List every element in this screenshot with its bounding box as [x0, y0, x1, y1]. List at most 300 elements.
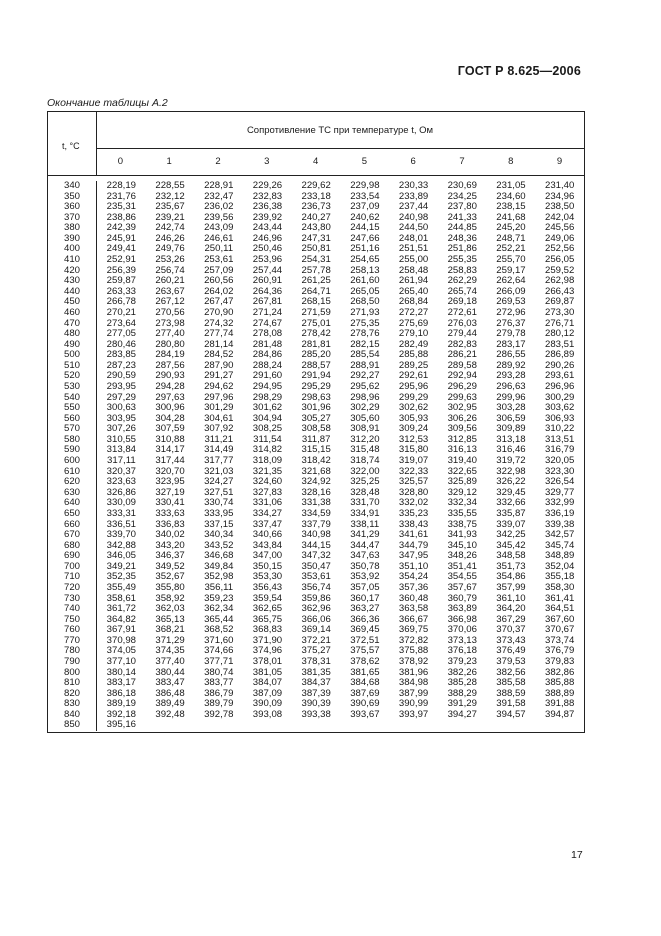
temperature-cell: 490 — [63, 338, 80, 350]
resistance-cell: 305,27 — [301, 412, 331, 424]
resistance-cell: 288,57 — [301, 359, 331, 371]
table-row — [97, 710, 584, 721]
resistance-cell: 338,43 — [398, 518, 429, 530]
column-header: 3 — [264, 156, 270, 167]
resistance-cell: 321,35 — [252, 465, 283, 477]
resistance-cell: 391,88 — [545, 698, 575, 710]
resistance-cell: 308,25 — [252, 423, 283, 435]
resistance-cell: 301,62 — [252, 402, 283, 414]
resistance-cell: 336,19 — [545, 507, 575, 519]
resistance-cell: 261,94 — [398, 275, 429, 287]
resistance-cell: 298,29 — [252, 391, 283, 403]
column-header: 9 — [556, 156, 563, 167]
resistance-cell: 383,47 — [155, 677, 185, 689]
resistance-cell: 252,56 — [545, 243, 575, 255]
resistance-cell: 270,56 — [155, 306, 185, 318]
resistance-cell: 366,36 — [350, 613, 380, 625]
resistance-cell: 228,19 — [106, 180, 137, 191]
resistance-cell: 338,75 — [447, 518, 477, 530]
resistance-cell: 394,87 — [545, 708, 575, 720]
resistance-cell: 345,42 — [496, 539, 526, 551]
resistance-cell: 394,57 — [496, 708, 526, 720]
resistance-cell: 350,78 — [350, 560, 380, 572]
table-row — [97, 583, 584, 594]
resistance-cell: 317,44 — [155, 455, 185, 467]
resistance-cell: 360,17 — [350, 592, 380, 604]
resistance-cell: 351,73 — [496, 560, 526, 572]
resistance-cell: 230,69 — [447, 180, 477, 191]
resistance-cell: 304,94 — [252, 412, 283, 424]
resistance-cell: 313,51 — [545, 433, 575, 445]
resistance-cell: 339,70 — [106, 529, 137, 541]
resistance-cell: 304,61 — [204, 412, 234, 424]
resistance-cell: 239,92 — [252, 211, 283, 223]
resistance-cell: 336,51 — [106, 518, 137, 530]
resistance-cell: 266,78 — [106, 296, 137, 308]
resistance-cell: 285,88 — [398, 349, 429, 361]
resistance-cell: 324,27 — [204, 476, 234, 488]
resistance-cell: 314,82 — [252, 444, 283, 456]
resistance-cell: 328,48 — [350, 486, 380, 498]
resistance-cell: 352,67 — [155, 571, 185, 583]
resistance-cell: 255,35 — [447, 254, 477, 266]
resistance-cell: 345,10 — [447, 539, 477, 551]
resistance-cell: 343,84 — [252, 539, 283, 551]
resistance-cell — [243, 720, 292, 731]
resistance-cell: 331,38 — [301, 497, 331, 509]
resistance-cell: 331,70 — [350, 497, 380, 509]
resistance-cell: 293,28 — [496, 370, 526, 382]
resistance-cell: 322,98 — [496, 465, 526, 477]
resistance-cell: 352,04 — [545, 560, 575, 572]
resistance-cell: 232,47 — [204, 190, 234, 202]
temperature-cell: 410 — [63, 254, 80, 266]
resistance-cell: 280,12 — [545, 328, 575, 340]
resistance-cell: 264,02 — [204, 285, 234, 297]
resistance-cell: 392,78 — [204, 708, 234, 720]
resistance-cell: 372,21 — [301, 634, 331, 646]
temperature-cell: 640 — [63, 497, 80, 509]
resistance-cell: 290,93 — [155, 370, 185, 382]
resistance-cell: 356,74 — [301, 581, 331, 593]
resistance-cell: 334,27 — [252, 507, 283, 519]
resistance-cell: 380,44 — [155, 666, 185, 678]
temperature-cell: 620 — [63, 476, 80, 488]
resistance-cell: 344,79 — [398, 539, 429, 551]
resistance-cell: 243,44 — [252, 222, 283, 234]
resistance-cell: 348,89 — [545, 550, 575, 562]
resistance-cell: 388,29 — [447, 687, 477, 699]
table-row — [97, 720, 584, 731]
resistance-cell: 300,63 — [106, 402, 137, 414]
resistance-cell: 267,12 — [155, 296, 185, 308]
resistance-cell: 238,15 — [496, 201, 526, 213]
resistance-cell: 282,49 — [398, 338, 429, 350]
resistance-cell: 374,66 — [204, 645, 234, 657]
temperature-cell: 560 — [63, 412, 80, 424]
resistance-cell: 373,13 — [447, 634, 477, 646]
resistance-cell: 278,76 — [350, 328, 380, 340]
resistance-cell: 315,15 — [301, 444, 331, 456]
resistance-cell: 256,74 — [155, 264, 185, 276]
resistance-cell: 295,96 — [398, 380, 429, 392]
resistance-cell: 267,81 — [252, 296, 283, 308]
resistance-cell: 387,39 — [301, 687, 331, 699]
resistance-cell: 235,67 — [155, 201, 185, 213]
resistance-cell: 375,27 — [301, 645, 331, 657]
resistance-cell: 288,91 — [350, 359, 380, 371]
resistance-cell: 393,38 — [301, 708, 331, 720]
resistance-cell: 362,03 — [155, 603, 185, 615]
temperature-cell: 550 — [63, 402, 80, 414]
resistance-cell: 342,25 — [496, 529, 526, 541]
resistance-cell: 243,80 — [301, 222, 331, 234]
resistance-cell: 282,83 — [447, 338, 477, 350]
resistance-cell: 274,67 — [252, 317, 283, 329]
resistance-cell: 264,36 — [252, 285, 283, 297]
resistance-cell: 251,86 — [447, 243, 477, 255]
resistance-cell: 259,17 — [496, 264, 526, 276]
resistance-cell: 364,51 — [545, 603, 575, 615]
resistance-cell: 357,05 — [350, 581, 380, 593]
resistance-cell: 317,77 — [204, 455, 234, 467]
resistance-cell: 303,28 — [496, 402, 526, 414]
resistance-cell: 255,00 — [398, 254, 429, 266]
resistance-cell: 315,80 — [398, 444, 429, 456]
resistance-cell: 343,52 — [204, 539, 234, 551]
temperature-cell: 450 — [63, 296, 80, 308]
column-header: 7 — [459, 156, 465, 167]
resistance-cell: 242,74 — [155, 222, 185, 234]
resistance-cell: 341,93 — [447, 529, 477, 541]
resistance-cell: 358,61 — [106, 592, 137, 604]
temperature-cell: 780 — [63, 645, 80, 657]
resistance-cell: 294,62 — [204, 380, 234, 392]
resistance-cell: 233,89 — [398, 190, 429, 202]
resistance-cell: 390,09 — [252, 698, 283, 710]
resistance-cell: 275,69 — [398, 317, 429, 329]
resistance-cell: 255,70 — [496, 254, 526, 266]
resistance-cell: 374,35 — [155, 645, 185, 657]
resistance-cell: 381,96 — [398, 666, 429, 678]
table-row — [97, 509, 584, 520]
resistance-cell: 319,72 — [496, 455, 526, 467]
resistance-cell: 353,92 — [350, 571, 380, 583]
temperature-values-column — [48, 181, 97, 731]
resistance-cell: 289,25 — [398, 359, 429, 371]
resistance-cell: 268,84 — [398, 296, 429, 308]
resistance-cell: 238,86 — [106, 211, 137, 223]
temperature-cell: 350 — [63, 190, 80, 202]
resistance-cell: 306,26 — [447, 412, 477, 424]
resistance-cell: 298,96 — [350, 391, 380, 403]
resistance-cell: 376,79 — [545, 645, 575, 657]
resistance-cell: 392,18 — [106, 708, 137, 720]
resistance-cell: 332,66 — [496, 497, 526, 509]
resistance-cell: 358,30 — [545, 581, 575, 593]
temperature-cell: 430 — [63, 275, 80, 287]
resistance-cell: 292,94 — [447, 370, 477, 382]
resistance-cell: 323,30 — [545, 465, 575, 477]
resistance-cell — [438, 720, 487, 731]
resistance-cell: 252,21 — [496, 243, 526, 255]
resistance-cell: 357,36 — [398, 581, 429, 593]
resistance-cell: 329,45 — [496, 486, 526, 498]
resistance-cell: 329,12 — [447, 486, 477, 498]
resistance-cell: 373,43 — [496, 634, 526, 646]
table-row — [97, 308, 584, 319]
resistance-cell: 379,23 — [447, 656, 477, 668]
resistance-cell: 247,31 — [301, 232, 331, 244]
resistance-cell: 286,89 — [545, 349, 575, 361]
resistance-cell: 349,52 — [155, 560, 185, 572]
resistance-cell: 284,19 — [155, 349, 185, 361]
resistance-cell: 299,29 — [398, 391, 429, 403]
resistance-cell: 346,05 — [106, 550, 137, 562]
resistance-cell: 376,18 — [447, 645, 477, 657]
resistance-cell: 328,80 — [398, 486, 429, 498]
resistance-cell: 265,74 — [447, 285, 477, 297]
temperature-cell: 380 — [63, 222, 80, 234]
resistance-cell: 272,27 — [398, 306, 429, 318]
resistance-cell: 362,34 — [204, 603, 234, 615]
resistance-cell: 316,79 — [545, 444, 575, 456]
resistance-cell: 292,61 — [398, 370, 429, 382]
resistance-cell: 327,83 — [252, 486, 283, 498]
temperature-cell: 750 — [63, 613, 80, 625]
resistance-cell: 295,62 — [350, 380, 380, 392]
resistance-cell: 354,55 — [447, 571, 477, 583]
resistance-cell: 312,53 — [398, 433, 429, 445]
resistance-cell: 292,27 — [350, 370, 380, 382]
resistance-cell: 376,49 — [496, 645, 526, 657]
resistance-cell: 318,42 — [301, 455, 331, 467]
resistance-cell: 254,31 — [301, 254, 331, 266]
temperature-cell: 570 — [63, 423, 80, 435]
resistance-cell: 321,03 — [204, 465, 234, 477]
resistance-cell: 276,71 — [545, 317, 575, 329]
temperature-cell: 840 — [63, 708, 80, 720]
temperature-cell: 420 — [63, 264, 80, 276]
resistance-cell: 364,20 — [496, 603, 526, 615]
resistance-cell: 290,26 — [545, 359, 575, 371]
resistance-cell: 381,65 — [350, 666, 380, 678]
resistance-cell: 324,60 — [252, 476, 283, 488]
resistance-cell: 242,04 — [545, 211, 575, 223]
resistance-cell: 335,23 — [398, 507, 429, 519]
resistance-cell: 259,87 — [106, 275, 137, 287]
temperature-cell: 660 — [63, 518, 80, 530]
resistance-cell: 369,75 — [398, 624, 429, 636]
resistance-cell: 353,30 — [252, 571, 283, 583]
resistance-cell: 324,92 — [301, 476, 331, 488]
resistance-cell: 253,61 — [204, 254, 234, 266]
resistance-cell: 231,40 — [545, 180, 575, 191]
resistance-cell: 355,49 — [106, 581, 137, 593]
resistance-cell: 381,35 — [301, 666, 331, 678]
resistance-cell: 291,60 — [252, 370, 283, 382]
resistance-cell: 305,60 — [350, 412, 380, 424]
table-title: Сопротивление ТС при температуре t, Ом — [96, 112, 584, 149]
resistance-cell: 286,55 — [496, 349, 526, 361]
resistance-cell: 374,05 — [106, 645, 137, 657]
resistance-cell: 276,37 — [496, 317, 526, 329]
resistance-cell: 279,10 — [398, 328, 429, 340]
resistance-cell: 368,52 — [204, 624, 234, 636]
resistance-cell: 275,35 — [350, 317, 380, 329]
resistance-cell: 393,08 — [252, 708, 283, 720]
column-header: 2 — [215, 156, 221, 167]
resistance-cell: 236,02 — [204, 201, 234, 213]
resistance-cell: 327,51 — [204, 486, 234, 498]
resistance-cell: 304,28 — [155, 412, 185, 424]
resistance-cell: 387,99 — [398, 687, 429, 699]
resistance-cell: 383,77 — [204, 677, 234, 689]
resistance-cell: 239,21 — [155, 211, 185, 223]
resistance-cell: 360,79 — [447, 592, 477, 604]
resistance-cell: 351,41 — [447, 560, 477, 572]
resistance-cell: 307,92 — [204, 423, 234, 435]
temperature-cell: 590 — [63, 444, 80, 456]
resistance-cell: 232,83 — [252, 190, 283, 202]
resistance-cell — [292, 720, 341, 731]
temperature-cell: 610 — [63, 465, 80, 477]
table-row — [97, 382, 584, 393]
resistance-cell: 344,15 — [301, 539, 331, 551]
resistance-cell: 316,13 — [447, 444, 477, 456]
resistance-cell: 359,23 — [204, 592, 234, 604]
resistance-cell: 279,44 — [447, 328, 477, 340]
temperature-cell: 440 — [63, 285, 80, 297]
resistance-cell: 261,60 — [350, 275, 380, 287]
resistance-cell: 361,72 — [106, 603, 137, 615]
resistance-cell: 238,50 — [545, 201, 575, 213]
resistance-cell: 307,26 — [106, 423, 137, 435]
resistance-cell: 384,68 — [350, 677, 380, 689]
resistance-cell: 260,91 — [252, 275, 283, 287]
resistance-cell: 241,33 — [447, 211, 477, 223]
temperature-cell: 770 — [63, 634, 80, 646]
resistance-cell: 352,35 — [106, 571, 137, 583]
resistance-cell: 240,27 — [301, 211, 331, 223]
document-header: ГОСТ Р 8.625—2006 — [457, 64, 581, 78]
temperature-cell: 520 — [63, 370, 80, 382]
resistance-cell: 301,96 — [301, 402, 331, 414]
resistance-cell: 380,74 — [204, 666, 234, 678]
resistance-cell: 371,60 — [204, 634, 234, 646]
resistance-cell: 234,60 — [496, 190, 526, 202]
temperature-cell: 710 — [63, 571, 80, 583]
resistance-cell: 332,02 — [398, 497, 429, 509]
resistance-cell: 267,47 — [204, 296, 234, 308]
resistance-cell: 228,91 — [204, 180, 234, 191]
resistance-cell: 347,00 — [252, 550, 283, 562]
resistance-cell: 354,86 — [496, 571, 526, 583]
resistance-cell: 299,96 — [496, 391, 526, 403]
resistance-cell: 336,83 — [155, 518, 185, 530]
resistance-cell: 228,55 — [155, 180, 185, 191]
resistance-cell: 305,93 — [398, 412, 429, 424]
resistance-cell: 368,21 — [155, 624, 185, 636]
resistance-cell: 264,71 — [301, 285, 331, 297]
resistance-cell: 287,90 — [204, 359, 234, 371]
resistance-cell: 363,27 — [350, 603, 380, 615]
temperature-cell: 470 — [63, 317, 80, 329]
resistance-cell: 355,18 — [545, 571, 575, 583]
resistance-cell: 388,59 — [496, 687, 526, 699]
resistance-cell: 293,61 — [545, 370, 575, 382]
resistance-cell: 310,22 — [545, 423, 575, 435]
resistance-cell: 362,65 — [252, 603, 283, 615]
resistance-cell: 320,70 — [155, 465, 185, 477]
resistance-cell: 340,02 — [155, 529, 185, 541]
temperature-cell: 360 — [63, 201, 80, 213]
resistance-cell: 330,09 — [106, 497, 137, 509]
temperature-cell: 690 — [63, 550, 80, 562]
resistance-cell: 273,98 — [155, 317, 185, 329]
resistance-cell: 320,37 — [106, 465, 137, 477]
resistance-cell: 295,29 — [301, 380, 331, 392]
resistance-cell: 347,32 — [301, 550, 331, 562]
resistance-cell: 244,50 — [398, 222, 429, 234]
resistance-cell: 303,62 — [545, 402, 575, 414]
resistance-cell: 253,26 — [155, 254, 185, 266]
resistance-cell: 339,38 — [545, 518, 575, 530]
resistance-cell: 372,51 — [350, 634, 380, 646]
resistance-cell: 353,61 — [301, 571, 331, 583]
resistance-cell: 375,57 — [350, 645, 380, 657]
resistance-cell: 248,36 — [447, 232, 477, 244]
temperature-label: t, °С — [62, 141, 80, 151]
resistance-cell: 365,13 — [155, 613, 185, 625]
resistance-cell: 330,41 — [155, 497, 185, 509]
resistance-cell: 284,86 — [252, 349, 283, 361]
resistance-cell: 362,96 — [301, 603, 331, 615]
resistance-cell: 350,15 — [252, 560, 283, 572]
resistance-cell: 332,99 — [545, 497, 575, 509]
resistance-cell: 278,42 — [301, 328, 331, 340]
resistance-cell: 309,89 — [496, 423, 526, 435]
resistance-cell: 392,48 — [155, 708, 185, 720]
resistance-cell: 339,07 — [496, 518, 526, 530]
resistance-cell: 360,48 — [398, 592, 429, 604]
resistance-cell: 382,56 — [496, 666, 526, 678]
resistance-cell: 377,10 — [106, 656, 137, 668]
resistance-cell: 299,63 — [447, 391, 477, 403]
resistance-cell: 312,20 — [350, 433, 380, 445]
resistance-cell: 316,46 — [496, 444, 526, 456]
resistance-cell: 354,24 — [398, 571, 429, 583]
resistance-cell: 263,33 — [106, 285, 137, 297]
resistance-cell — [146, 720, 195, 731]
resistance-cell: 245,20 — [496, 222, 526, 234]
resistance-cell: 373,74 — [545, 634, 575, 646]
resistance-cell — [389, 720, 438, 731]
page-number: 17 — [571, 849, 583, 861]
resistance-table — [47, 111, 585, 733]
resistance-cell: 308,91 — [350, 423, 380, 435]
resistance-cell: 369,14 — [301, 624, 331, 636]
resistance-cell: 283,51 — [545, 338, 575, 350]
resistance-cell: 346,37 — [155, 550, 185, 562]
resistance-cell — [194, 720, 243, 731]
resistance-cell: 333,63 — [155, 507, 185, 519]
table-row — [97, 657, 584, 668]
resistance-cell: 335,87 — [496, 507, 526, 519]
resistance-cell: 278,08 — [252, 328, 283, 340]
resistance-cell: 375,88 — [398, 645, 429, 657]
resistance-cell: 387,09 — [252, 687, 283, 699]
